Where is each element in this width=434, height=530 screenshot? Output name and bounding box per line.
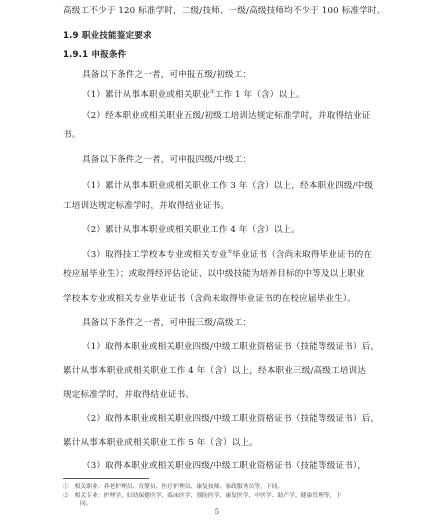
body-text: 工作 1 年（含）以上。 [214, 90, 305, 100]
footnote: ① 相关职业：养老护理员、育婴员、医疗护理员、康复技师、家政服务员等，下同。 [63, 484, 284, 490]
body-text: 毕业证书（含尚未取得毕业证书的在 [232, 250, 373, 260]
body-line: 学校本专业或相关专业毕业证书（含尚未取得毕业证书的在校应届毕业生）。 [63, 294, 356, 304]
body-line: 规定标准学时，并取得结业证书。 [63, 390, 195, 400]
body-line: （2）累计从事本职业或相关职业工作 4 年（含）以上。 [82, 225, 301, 235]
body-line: 具备以下条件之一者，可申报四级/中级工： [82, 155, 252, 165]
body-line-with-footnote [82, 90, 388, 101]
body-line: 具备以下条件之一者，可申报五级/初级工： [82, 70, 252, 80]
body-line: （2）取得本职业或相关职业四级/中级工职业资格证书（技能等级证书）后， [82, 414, 380, 424]
body-line: 累计从事本职业或相关职业工作 4 年（含）以上，经本职业三级/高级工培训达 [63, 366, 366, 376]
footnote: ② 相关专业：护理学、妇幼保健医学、临床医学、预防医学、康复医学、中医学、助产学、健康管理等，下 [63, 493, 342, 499]
body-line: 累计从事本职业或相关职业工作 5 年（含）以上。 [63, 438, 259, 448]
footnote-continuation: 同。 [80, 501, 92, 507]
body-line: 校应届毕业生）；或取得经评估论证、以中级技能为培养目标的中等及以上职业 [63, 269, 365, 279]
body-line: （1）累计从事本职业或相关职业工作 3 年（含）以上，经本职业四级/中级 [82, 181, 374, 191]
body-line: 具备以下条件之一者，可申报三级/高级工： [82, 318, 252, 328]
body-line: （1）取得本职业或相关职业四级/中级工职业资格证书（技能等级证书）后， [82, 342, 380, 352]
body-text: （1）累计从事本职业或相关职业 [82, 90, 211, 100]
body-line: 书。 [63, 130, 81, 140]
footnote-divider [63, 478, 149, 479]
footnote-ref: ① [210, 89, 215, 96]
body-line-with-footnote [82, 250, 388, 261]
section-heading: 1.9 职业技能鉴定要求 [63, 31, 152, 41]
body-line: 高级工不少于 120 标准学时，二级/技师、一级/高级技师均不少于 100 标准学时。 [63, 6, 386, 16]
body-line: （3）取得本职业或相关职业四级/中级工职业资格证书（技能等级证书）， [82, 461, 367, 471]
footnote-ref: ② [227, 249, 233, 256]
body-text: （3）取得技工学校本专业或相关专业 [82, 250, 228, 260]
body-line: 工培训达规定标准学时，并取得结业证书。 [63, 201, 230, 211]
body-line: （2）经本职业或相关职业五级/初级工培训达规定标准学时，并取得结业证 [82, 111, 371, 121]
page-number: 5 [214, 508, 220, 516]
subsection-heading: 1.9.1 申报条件 [63, 50, 127, 60]
